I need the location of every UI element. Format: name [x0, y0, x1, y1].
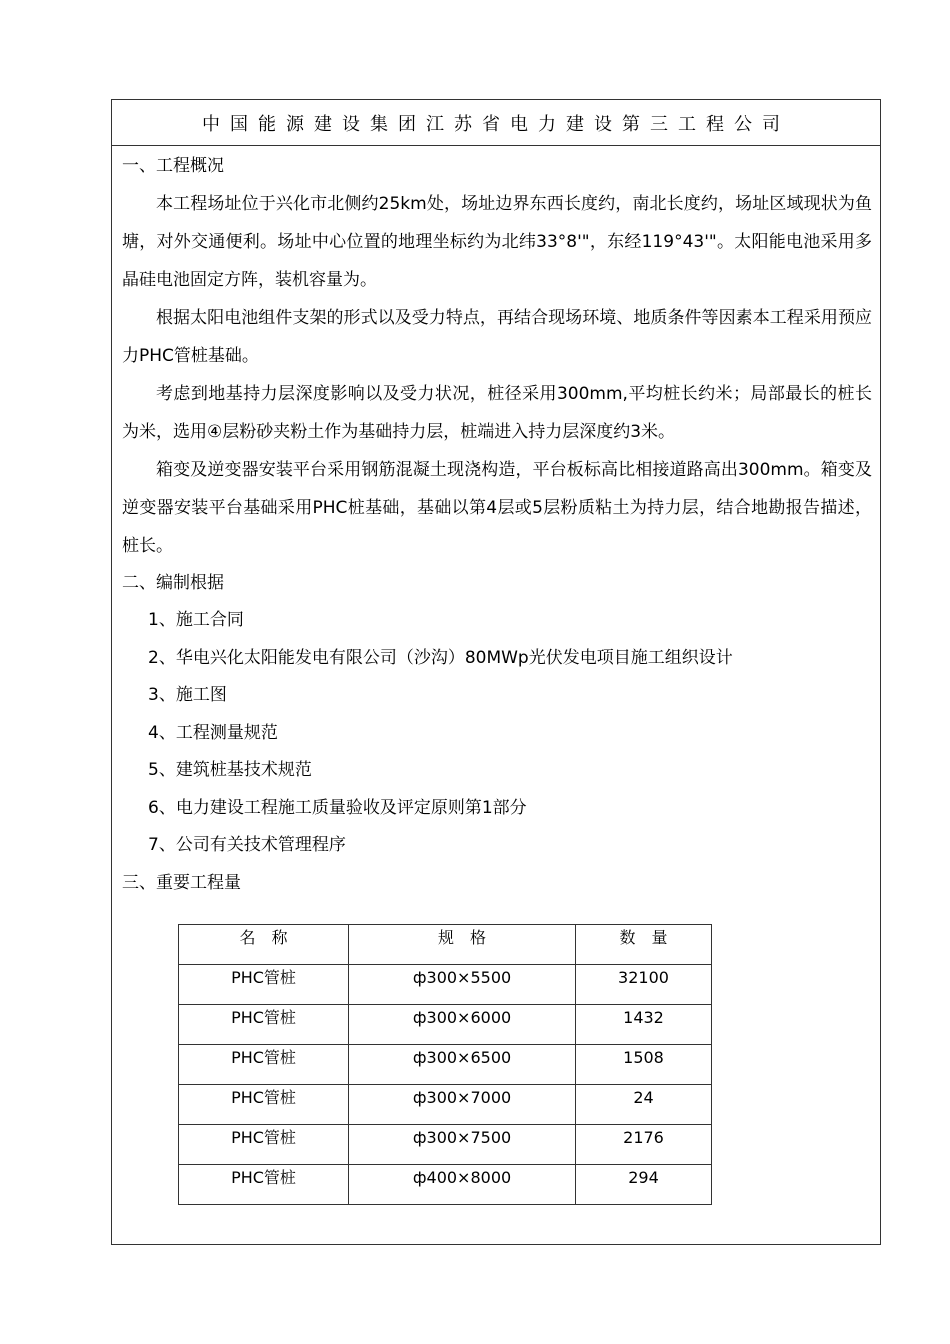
cell-quantity: 2176 [576, 1125, 712, 1165]
basis-item: 4、工程测量规范 [148, 722, 278, 743]
table-row [179, 1005, 712, 1045]
table-row [179, 1085, 712, 1125]
cell-quantity: 1508 [576, 1045, 712, 1085]
section-overview-title: 一、工程概况 [122, 156, 224, 176]
table-header-row [179, 925, 712, 965]
cell-spec: ф300×7000 [349, 1085, 576, 1125]
basis-item: 5、建筑桩基技术规范 [148, 760, 312, 780]
cell-name: PHC管桩 [179, 1005, 349, 1045]
column-header-spec: 规 格 [349, 925, 576, 965]
overview-paragraph-4: 箱变及逆变器安装平台采用钢筋混凝土现浇构造，平台板标高比相接道路高出300mm。箱变及逆变器安装平台基础采用PHC桩基础，基础以第4层或5层粉质粘土为持力层，结合地勘报告描述，桩长。 [122, 460, 872, 556]
cell-spec: ф300×6000 [349, 1005, 576, 1045]
overview-paragraph-3: 考虑到地基持力层深度影响以及受力状况，桩径采用300mm,平均桩长约米；局部最长的桩长为米，选用④层粉砂夹粉土作为基础持力层，桩端进入持力层深度约3米。 [122, 384, 872, 442]
quantities-table [178, 924, 712, 1205]
table-row [179, 1125, 712, 1165]
header-row [112, 100, 880, 146]
cell-quantity: 1432 [576, 1005, 712, 1045]
cell-spec: ф300×7500 [349, 1125, 576, 1165]
cell-quantity: 24 [576, 1085, 712, 1125]
cell-name: PHC管桩 [179, 1125, 349, 1165]
cell-spec: ф300×6500 [349, 1045, 576, 1085]
cell-spec: ф400×8000 [349, 1165, 576, 1205]
cell-name: PHC管桩 [179, 965, 349, 1005]
cell-quantity: 294 [576, 1165, 712, 1205]
table-row [179, 1045, 712, 1085]
basis-item: 2、华电兴化太阳能发电有限公司（沙沟）80MWp光伏发电项目施工组织设计 [148, 647, 733, 668]
cell-quantity: 32100 [576, 965, 712, 1005]
cell-name: PHC管桩 [179, 1045, 349, 1085]
table-row [179, 1165, 712, 1205]
document-frame [111, 99, 881, 1245]
table-row [179, 965, 712, 1005]
overview-paragraph-1: 本工程场址位于兴化市北侧约25km处，场址边界东西长度约，南北长度约，场址区域现状为鱼塘，对外交通便利。场址中心位置的地理坐标约为北纬33°8'"，东经119°43'"。太阳能电池采用多晶硅电池固定方阵，装机容量为。 [122, 194, 872, 290]
basis-item: 7、公司有关技术管理程序 [148, 835, 346, 855]
basis-item: 1、施工合同 [148, 610, 244, 630]
cell-name: PHC管桩 [179, 1165, 349, 1205]
cell-spec: ф300×5500 [349, 965, 576, 1005]
column-header-quantity: 数 量 [576, 925, 712, 965]
basis-item: 6、电力建设工程施工质量验收及评定原则第1部分 [148, 797, 527, 818]
company-name: 中国能源建设集团江苏省电力建设第三工程公司 [202, 113, 790, 135]
basis-item: 3、施工图 [148, 685, 227, 705]
column-header-name: 名 称 [179, 925, 349, 965]
overview-paragraph-2: 根据太阳电池组件支架的形式以及受力特点，再结合现场环境、地质条件等因素本工程采用预应力PHC管桩基础。 [122, 308, 872, 366]
section-basis-title: 二、编制根据 [122, 573, 224, 593]
cell-name: PHC管桩 [179, 1085, 349, 1125]
document-body [122, 148, 872, 902]
section-quantities-title: 三、重要工程量 [122, 872, 241, 893]
